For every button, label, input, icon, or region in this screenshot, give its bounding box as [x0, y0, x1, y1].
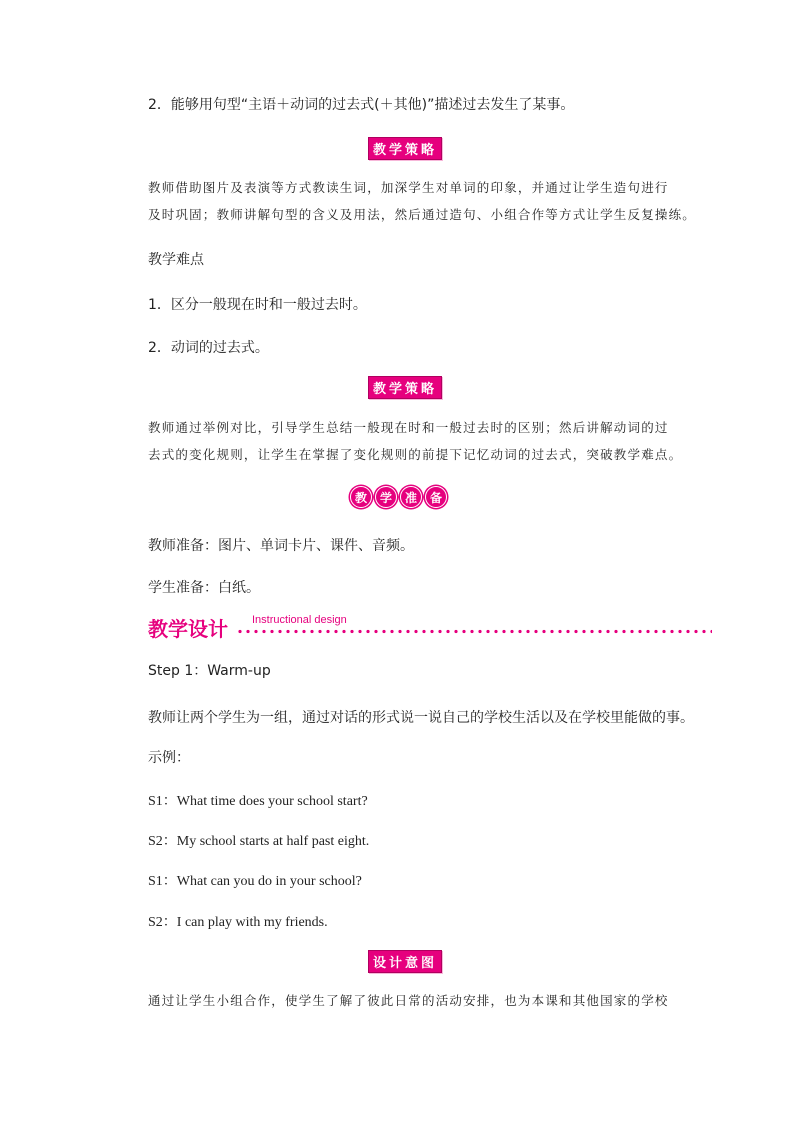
- strategy-1-line-1: 教师借助图片及表演等方式教读生词，加深学生对单词的印象，并通过让学生造句进行: [148, 180, 669, 195]
- strategy-2-line-1: 教师通过举例对比，引导学生总结一般现在时和一般过去时的区别；然后讲解动词的过: [148, 420, 669, 435]
- strategy-badge-1: 教学策略: [368, 137, 442, 160]
- objective-2: 2．能够用句型“主语＋动词的过去式(＋其他)”描述过去发生了某事。: [148, 97, 575, 113]
- strategy-1-line-2: 及时巩固；教师讲解句型的含义及用法，然后通过造句、小组合作等方式让学生反复操练。: [148, 207, 697, 222]
- difficulty-item-2: 2．动词的过去式。: [148, 340, 269, 356]
- dotted-rule: [236, 629, 712, 634]
- intent-line-1: 通过让学生小组合作，使学生了解了彼此日常的活动安排，也为本课和其他国家的学校: [148, 993, 669, 1008]
- prep-char: 准: [400, 486, 422, 508]
- prep-char: 备: [425, 486, 447, 508]
- teaching-prep-badge: [350, 486, 447, 508]
- student-prep: 学生准备：白纸。: [148, 580, 260, 596]
- strategy-2-line-2: 去式的变化规则，让学生在掌握了变化规则的前提下记忆动词的过去式，突破教学难点。: [148, 447, 683, 462]
- step-1-description: 教师让两个学生为一组，通过对话的形式说一说自己的学校生活以及在学校里能做的事。: [148, 710, 694, 726]
- design-intent-badge: 设计意图: [368, 950, 442, 973]
- dialogue-line: S1：What can you do in your school?: [148, 874, 362, 889]
- difficulty-heading: 教学难点: [148, 252, 204, 268]
- difficulty-item-1: 1．区分一般现在时和一般过去时。: [148, 297, 367, 313]
- design-section-title-en: Instructional design: [252, 614, 347, 626]
- prep-char: 教: [350, 486, 372, 508]
- step-1-heading: Step 1：Warm-up: [148, 663, 271, 679]
- dialogue-line: S2：My school starts at half past eight.: [148, 834, 370, 849]
- dialogue-line: S1：What time does your school start?: [148, 794, 368, 809]
- strategy-badge-2: 教学策略: [368, 376, 442, 399]
- example-label: 示例：: [148, 750, 190, 766]
- teacher-prep: 教师准备：图片、单词卡片、课件、音频。: [148, 538, 414, 554]
- dialogue-line: S2：I can play with my friends.: [148, 915, 328, 930]
- prep-char: 学: [375, 486, 397, 508]
- design-section-title: 教学设计: [148, 617, 228, 641]
